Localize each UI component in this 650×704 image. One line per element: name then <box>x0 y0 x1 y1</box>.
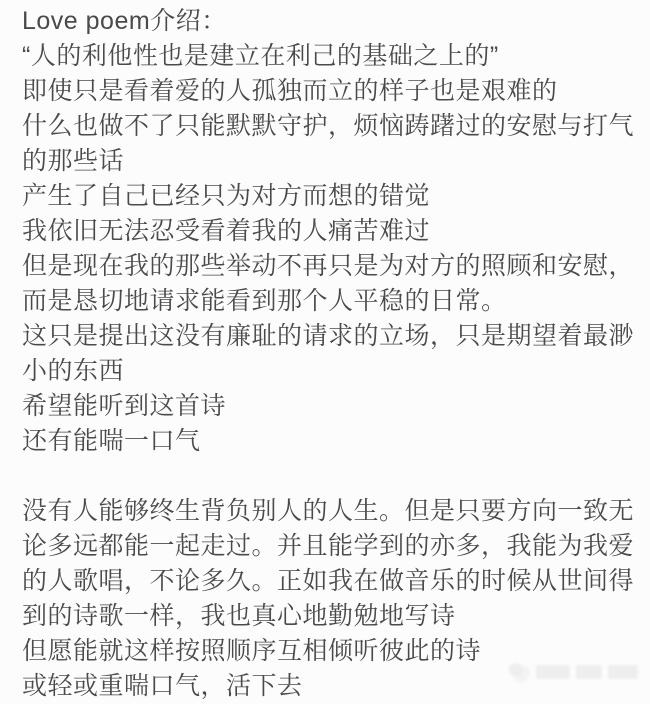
text-line: Love poem介绍： <box>22 7 227 35</box>
text-line: 但是现在我的那些举动不再只是为对方的照顾和安慰， <box>22 252 635 280</box>
text-line: 的那些话 <box>22 147 125 175</box>
watermark-blurred-text <box>536 665 570 679</box>
text-line: 到的诗歌一样，我也真心地勤勉地写诗 <box>22 602 456 630</box>
watermark-blurred-text <box>576 665 602 679</box>
text-line: 没有人能够终生背负别人的人生。但是只要方向一致无 <box>22 497 635 525</box>
watermark <box>508 661 638 683</box>
text-line: 还有能喘一口气 <box>22 427 201 455</box>
text-line: 什么也做不了只能默默守护，烦恼踌躇过的安慰与打气 <box>22 112 635 140</box>
text-line: 我依旧无法忍受看着我的人痛苦难过 <box>22 217 431 245</box>
text-line: 这只是提出这没有廉耻的请求的立场，只是期望着最渺 <box>22 322 635 350</box>
text-line: 即使只是看着爱的人孤独而立的样子也是艰难的 <box>22 77 558 105</box>
text-line: 小的东西 <box>22 357 125 385</box>
text-line: 的人歌唱，不论多久。正如我在做音乐的时候从世间得 <box>22 567 635 595</box>
text-line: 或轻或重喘口气，活下去 <box>22 672 303 700</box>
text-line: 产生了自己已经只为对方而想的错觉 <box>22 182 431 210</box>
text-line: 但愿能就这样按照顺序互相倾听彼此的诗 <box>22 637 482 665</box>
text-line: 而是恳切地请求能看到那个人平稳的日常。 <box>22 287 507 315</box>
text-line <box>22 459 650 494</box>
text-line: “人的利他性也是建立在利己的基础之上的” <box>22 42 499 70</box>
watermark-logo-icon <box>508 661 530 683</box>
text-line: 希望能听到这首诗 <box>22 392 227 420</box>
text-line: 论多远都能一起走过。并且能学到的亦多，我能为我爱 <box>22 532 635 560</box>
watermark-blurred-text <box>608 665 638 679</box>
